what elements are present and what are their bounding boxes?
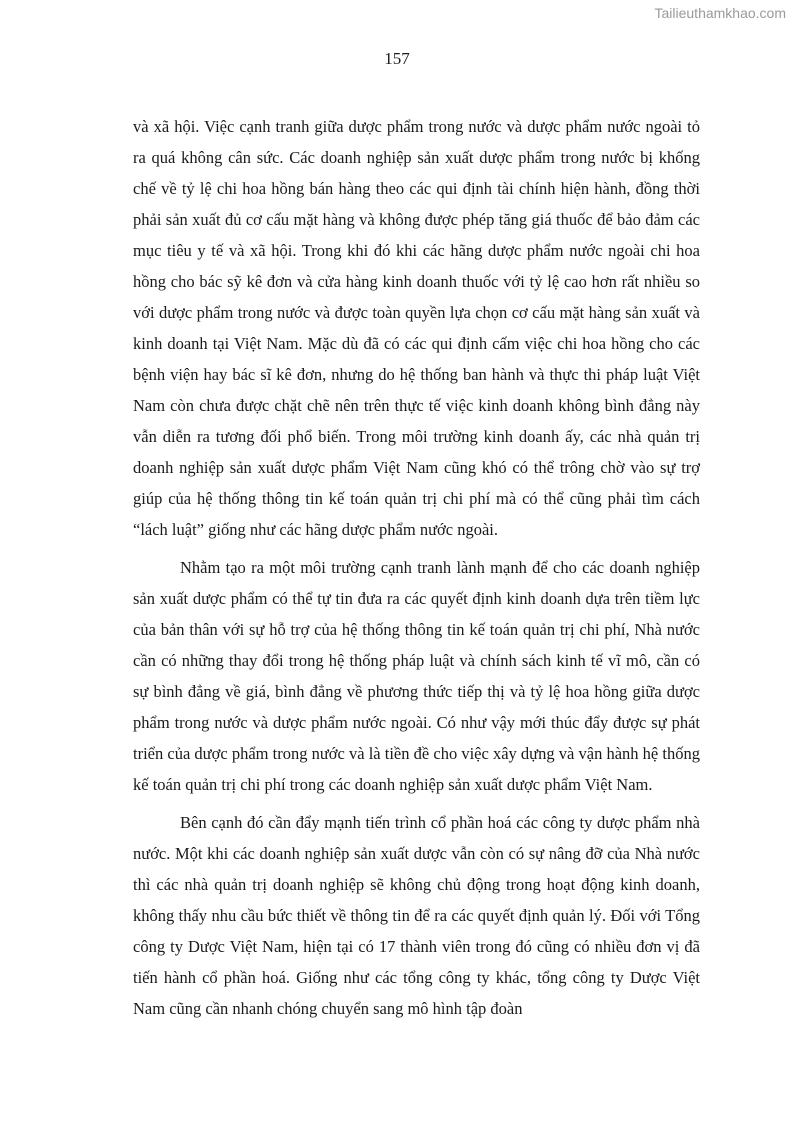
page-number: 157 <box>384 49 410 68</box>
paragraph-2: Nhằm tạo ra một môi trường cạnh tranh lành mạnh để cho các doanh nghiệp sản xuất dược phẩm có thể tự tin đưa ra các quyết định kinh doanh dựa trên tiềm lực của bản thân với sự hỗ trợ của hệ thống thông tin kế toán quản trị chi phí, Nhà nước cần có những thay đổi trong hệ thống pháp luật và chính sách kinh tế vĩ mô, cần có sự bình đẳng về giá, bình đẳng về phương thức tiếp thị và tỷ lệ hoa hồng giữa dược phẩm trong nước và dược phẩm nước ngoài. Có như vậy mới thúc đẩy được sự phát triển của dược phẩm trong nước và là tiền đề cho việc xây dựng và vận hành hệ thống kế toán quản trị chi phí trong các doanh nghiệp sản xuất dược phẩm Việt Nam. <box>133 558 700 794</box>
paragraph-3: Bên cạnh đó cần đẩy mạnh tiến trình cổ phần hoá các công ty dược phẩm nhà nước. Một khi các doanh nghiệp sản xuất dược vẫn còn có sự nâng đỡ của Nhà nước thì các nhà quản trị doanh nghiệp sẽ không chủ động trong hoạt động kinh doanh, không thấy nhu cầu bức thiết về thông tin để ra các quyết định quản lý. Đối với Tổng công ty Dược Việt Nam, hiện tại có 17 thành viên trong đó cũng có nhiều đơn vị đã tiến hành cổ phần hoá. Giống như các tổng công ty khác, tổng công ty Dược Việt Nam cũng cần nhanh chóng chuyển sang mô hình tập đoàn <box>133 813 700 1018</box>
paragraph-1: và xã hội. Việc cạnh tranh giữa dược phẩm trong nước và dược phẩm nước ngoài tỏ ra quá không cân sức. Các doanh nghiệp sản xuất dược phẩm trong nước bị khống chế về tỷ lệ chi hoa hồng bán hàng theo các qui định tài chính hiện hành, đồng thời phải sản xuất đủ cơ cấu mặt hàng và không được phép tăng giá thuốc để bảo đảm các mục tiêu y tế và xã hội. Trong khi đó khi các hãng dược phẩm nước ngoài chi hoa hồng cho bác sỹ kê đơn và cửa hàng kinh doanh thuốc với tỷ lệ cao hơn rất nhiều so với dược phẩm trong nước và được toàn quyền lựa chọn cơ cấu mặt hàng sản xuất và kinh doanh tại Việt Nam. Mặc dù đã có các qui định cấm việc chi hoa hồng cho các bệnh viện hay bác sĩ kê đơn, nhưng do hệ thống ban hành và thực thi pháp luật Việt Nam còn chưa được chặt chẽ nên trên thực tế việc kinh doanh không bình đẳng này vẫn diễn ra tương đối phổ biến. Trong môi trường kinh doanh ấy, các nhà quản trị doanh nghiệp sản xuất dược phẩm Việt Nam cũng khó có thể trông chờ vào sự trợ giúp của hệ thống thông tin kế toán quản trị chi phí mà có thể cũng phải tìm cách “lách luật” giống như các hãng dược phẩm nước ngoài. <box>133 117 700 539</box>
document-body <box>133 111 700 1031</box>
watermark-text: Tailieuthamkhao.com <box>654 5 786 21</box>
